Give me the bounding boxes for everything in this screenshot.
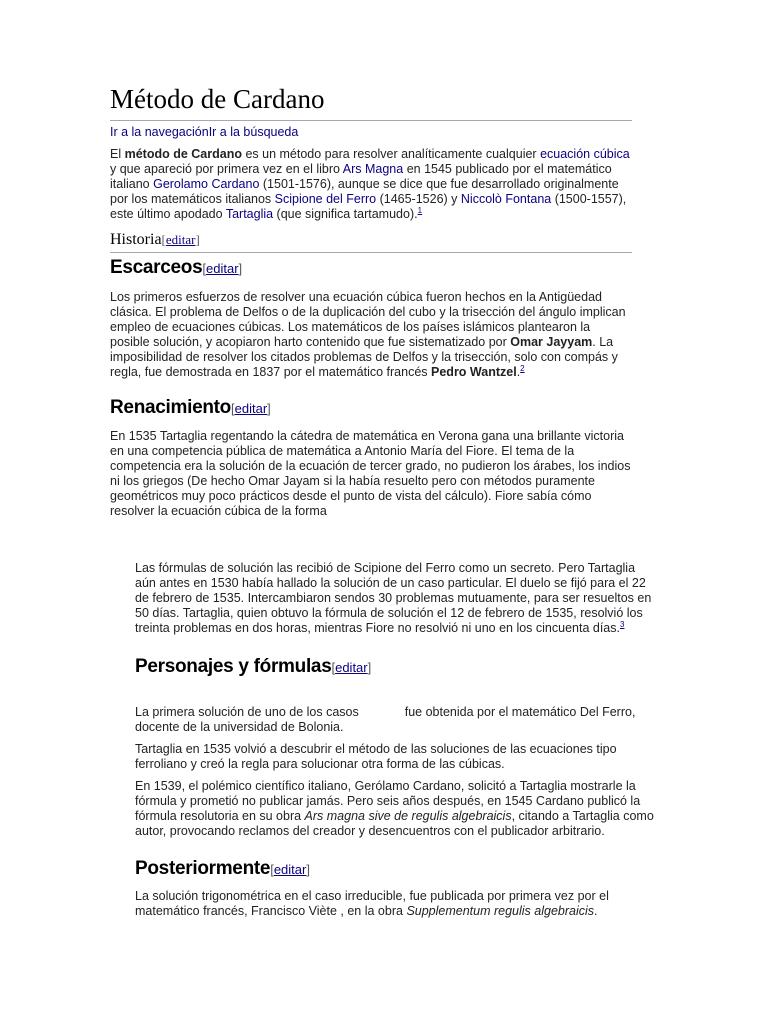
jump-to-navigation-link[interactable]: Ir a la navegación (110, 125, 209, 139)
intro-bold-term: método de Cardano (124, 147, 242, 161)
personajes-text: La primera solución de uno de los casos (135, 705, 359, 719)
personajes-paragraph-1 (135, 705, 657, 735)
reference-3[interactable]: 3 (620, 619, 625, 629)
heading-historia (110, 230, 632, 253)
article-header (110, 82, 632, 222)
posteriormente-text: . (594, 904, 598, 918)
edit-section (162, 232, 200, 247)
section-renacimiento (110, 396, 632, 519)
edit-section (331, 660, 371, 675)
edit-bracket: ] (306, 862, 310, 877)
section-escarceos (110, 256, 632, 380)
edit-bracket: [ (331, 660, 336, 675)
escarceos-text: . La imposibilidad de resolver los citados problemas de Delfos y la trisección, solo con compás y regla, fue demostrada en 1837 por el matemático francés (110, 335, 618, 379)
personajes-body (135, 705, 657, 839)
edit-bracket: ] (367, 660, 372, 675)
edit-section (270, 862, 310, 877)
link-tartaglia[interactable]: Tartaglia (225, 207, 274, 221)
edit-link-escarceos[interactable]: editar (206, 261, 239, 276)
intro-text: (1500-1557), este último apodado (110, 192, 627, 221)
heading-personajes (135, 655, 657, 680)
link-niccolo-fontana[interactable]: Niccolò Fontana (460, 192, 552, 206)
heading-renacimiento-text: Renacimiento (110, 397, 231, 418)
posteriormente-paragraph (135, 889, 657, 919)
escarceos-paragraph (110, 290, 632, 380)
link-ars-magna[interactable]: Ars Magna (342, 162, 404, 176)
edit-bracket: [ (231, 401, 235, 416)
reference-2[interactable]: 2 (520, 363, 525, 373)
intro-text: es un método para resolver analíticamente cualquier (241, 147, 541, 161)
personajes-paragraph-3 (135, 779, 657, 839)
link-scipione-del-ferro[interactable]: Scipione del Ferro (274, 192, 377, 206)
jump-links (110, 125, 632, 139)
intro-text: (1465-1526) y (376, 192, 461, 206)
heading-posteriormente (135, 857, 657, 882)
reference-1[interactable]: 1 (417, 205, 423, 215)
posteriormente-text: La solución trigonométrica en el caso irreducible, fue publicada por primera vez por el matemático francés, Francisco Viète , en la obra (135, 889, 609, 918)
edit-bracket: [ (270, 862, 274, 877)
intro-text: y que apareció por primera vez en el libro (110, 162, 343, 176)
heading-posteriormente-text: Posteriormente (135, 858, 271, 879)
personajes-text: fue obtenida por el matemático Del Ferro, docente de la universidad de Bolonia. (135, 705, 636, 734)
intro-text: El (110, 147, 125, 161)
personajes-text: , citando a Tartaglia como autor, provocando reclamos del creador y desencuentros con el publicador arbitrario. (135, 809, 654, 838)
edit-bracket: ] (267, 401, 271, 416)
personajes-paragraph-2: Tartaglia en 1535 volvió a descubrir el método de las soluciones de las ecuaciones tipo ferroliano y creó la regla para solucionar otra forma de las cúbicas. (135, 742, 617, 771)
escarceos-text: . (516, 365, 521, 379)
personajes-italic-title: Ars magna sive de regulis algebraicis (304, 809, 512, 823)
edit-link-renacimiento[interactable]: editar (234, 401, 268, 416)
renacimiento-paragraph-2-block (135, 561, 657, 636)
escarceos-bold-omar-jayyam: Omar Jayyam (510, 335, 593, 349)
heading-escarceos (110, 256, 632, 281)
edit-bracket: ] (195, 232, 200, 247)
link-ecuacion-cubica[interactable]: ecuación cúbica (540, 147, 630, 161)
renacimiento-paragraph-1: En 1535 Tartaglia regentando la cátedra de matemática en Verona gana una brillante victoria en una competencia pública de matemática a Antonio María del Fiore. El tema de la competencia era la solución de la ecuación de tercer grado, no pudieron los árabes, los indios ni los griegos (De hecho Omar Jayam si la había resuelto pero con métodos puramente geométricos muy poco prácticos desde el punto de vista del cálculo). Fiore sabía cómo resolver la ecuación cúbica de la forma (110, 429, 631, 518)
section-posteriormente (135, 857, 657, 919)
edit-bracket: [ (161, 232, 166, 247)
heading-personajes-text: Personajes y fórmulas (135, 656, 332, 677)
intro-text: (1501-1576), aunque se dice que fue desarrollado originalmente por los matemáticos italianos (110, 177, 619, 206)
escarceos-bold-pedro-wantzel: Pedro Wantzel (431, 365, 517, 379)
intro-paragraph (110, 147, 632, 222)
section-personajes (135, 655, 657, 680)
renacimiento-paragraph-2 (135, 561, 657, 636)
jump-to-search-link[interactable]: Ir a la búsqueda (208, 125, 299, 139)
edit-section (202, 261, 242, 276)
heading-historia-text: Historia (110, 231, 162, 248)
edit-bracket: [ (202, 261, 206, 276)
personajes-text: En 1539, el polémico científico italiano, Gerólamo Cardano, solicitó a Tartaglia mostrarle la fórmula y prometió no publicar jamás. Pero seis años después, en 1545 Cardano publicó la fórmula resolutoria en su obra (135, 779, 641, 823)
section-historia (110, 230, 632, 253)
edit-section (231, 401, 271, 416)
edit-link-posteriormente[interactable]: editar (273, 862, 307, 877)
link-gerolamo-cardano[interactable]: Gerolamo Cardano (153, 177, 260, 191)
edit-link-historia[interactable]: editar (165, 232, 196, 247)
heading-escarceos-text: Escarceos (110, 257, 203, 278)
intro-text: en 1545 publicado por el matemático italiano (110, 162, 612, 191)
escarceos-text: Los primeros esfuerzos de resolver una ecuación cúbica fueron hechos en la Antigüedad clásica. El problema de Delfos o de la duplicación del cubo y la trisección del ángulo implican empleo de ecuaciones cúbicas. Los matemáticos de los países islámicos plantearon la posible solución, y acopiaron harto contenido que fue sistematizado por (110, 290, 626, 349)
heading-renacimiento (110, 396, 632, 421)
page-title: Método de Cardano (110, 82, 632, 121)
edit-link-personajes[interactable]: editar (335, 660, 368, 675)
edit-bracket: ] (238, 261, 243, 276)
posteriormente-italic-title: Supplementum regulis algebraicis (406, 904, 595, 918)
renacimiento-text: Las fórmulas de solución las recibió de Scipione del Ferro como un secreto. Pero Tartaglia aún antes en 1530 había hallado la solución de un caso particular. El duelo se fijó para el 22 de febrero de 1535. Intercambiaron sendos 30 problemas mutuamente, para ser resueltos en 50 días. Tartaglia, quien obtuvo la fórmula de solución el 12 de febrero de 1535, resolvió los treinta problemas en dos horas, mientras Fiore no resolvió ni uno en los cincuenta días. (135, 561, 652, 635)
intro-text: (que significa tartamudo). (273, 207, 418, 221)
